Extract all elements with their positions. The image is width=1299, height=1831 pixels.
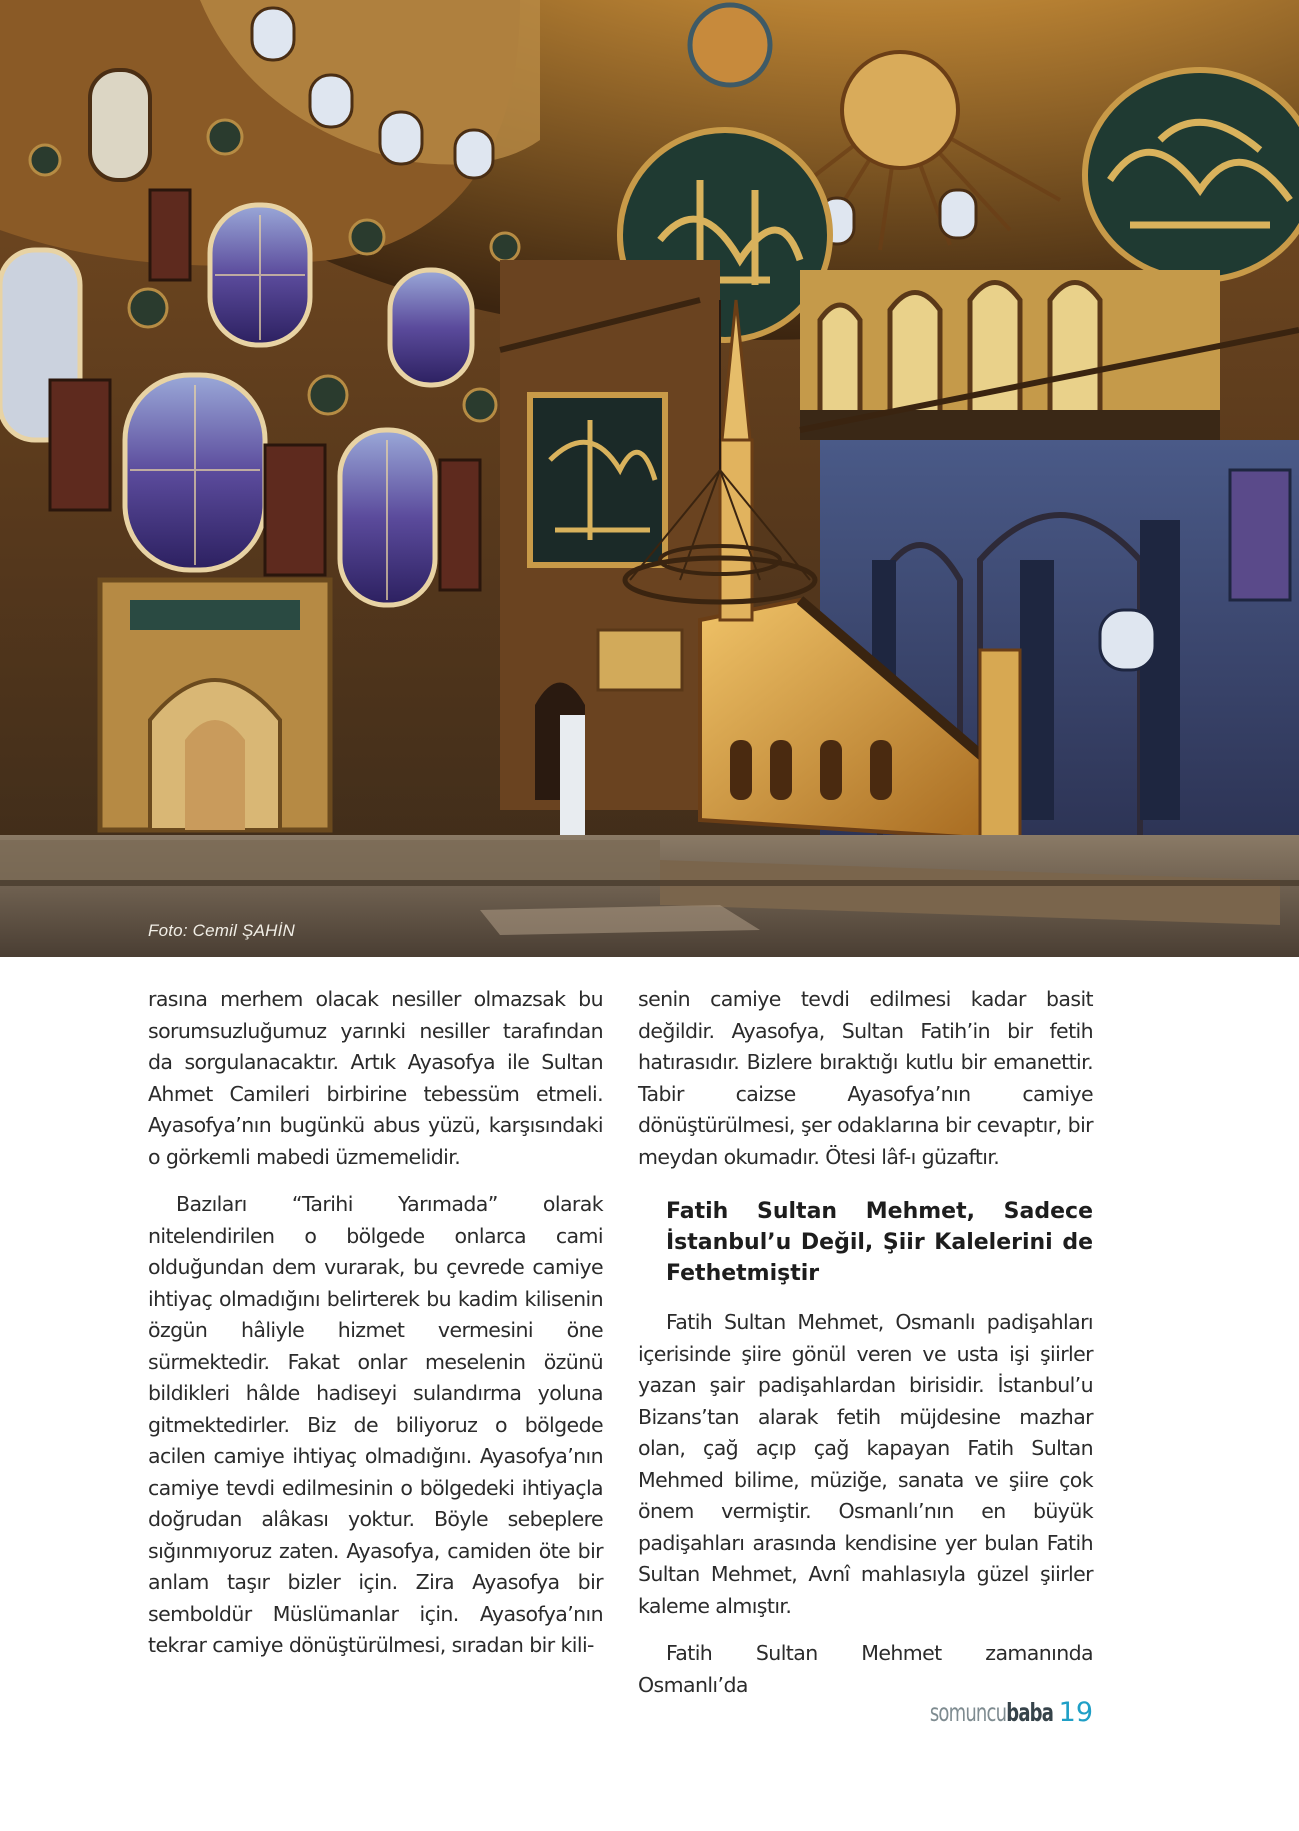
section-heading: Fatih Sultan Mehmet, Sadece İstanbul’u Değil, Şiir Kalelerini de Fethetmiştir <box>666 1199 1093 1286</box>
right-column <box>638 984 1093 1701</box>
logo-bold-text: baba <box>1005 1698 1053 1727</box>
right-paragraph-3: Fatih Sultan Mehmet zamanında Osmanlı’da <box>638 1641 1093 1697</box>
page-footer <box>899 1697 1093 1728</box>
left-paragraph-2: Bazıları “Tarihi Yarımada” olarak nitelendirilen o bölgede onlarca cami olduğundan dem vurarak, bu çevrede camiye ihtiyaç olmadığını belirterek bu kadim kilisenin özgün hâliyle hizmet vermesini öne sürmektedir. Fakat onlar meselenin özünü bildikleri hâlde hadiseyi sulandırma yoluna gitmektedirler. Biz de biliyoruz o bölgede acilen camiye ihtiyaç olmadığını. Ayasofya’nın camiye tevdi edilmesinin o bölgedeki ihtiyaçla doğrudan alâkası yoktur. Böyle sebeplere sığınmıyoruz zaten. Ayasofya, camiden öte bir anlam taşır bizler için. Zira Ayasofya bir semboldür Müslümanlar için. Ayasofya’nın tekrar camiye dönüştürülmesi, sıradan bir kili- <box>148 1192 603 1657</box>
magazine-logo <box>929 1698 1052 1727</box>
right-paragraph-1: senin camiye tevdi edilmesi kadar basit değildir. Ayasofya, Sultan Fatih’in bir fetih hatırasıdır. Bizlere bıraktığı kutlu bir emanettir. Tabir caizse Ayasofya’nın camiye dönüştürülmesi, şer odaklarına bir cevaptır, bir meydan okumadır. Ötesi lâf-ı güzaftır. <box>638 987 1093 1169</box>
page-number: 19 <box>1058 1697 1093 1728</box>
left-column <box>148 984 603 1662</box>
left-paragraph-1: rasına merhem olacak nesiller olmazsak bu sorumsuzluğumuz yarınki nesiller tarafından da sorgulanacaktır. Artık Ayasofya ile Sultan Ahmet Camileri birbirine tebessüm etmeli. Ayasofya’nın bugünkü abus yüzü, karşısındaki o görkemli mabedi üzmemelidir. <box>148 987 603 1169</box>
photo-credit: Foto: Cemil ŞAHİN <box>148 921 295 940</box>
logo-light-text: somuncu <box>929 1698 1006 1727</box>
right-paragraph-2: Fatih Sultan Mehmet, Osmanlı padişahları içerisinde şiire gönül veren ve usta işi şiirler yazan şair padişahlardan birisidir. İstanbul’u Bizans’tan alarak fetih müjdesine mazhar olan, çağ açıp çağ kapayan Fatih Sultan Mehmed bilime, müziğe, sanata ve şiire çok önem vermiştir. Osmanlı’nın en büyük padişahları arasında kendisine yer bulan Fatih Sultan Mehmet, Avnî mahlasıyla güzel şiirler kaleme almıştır. <box>638 1310 1093 1618</box>
